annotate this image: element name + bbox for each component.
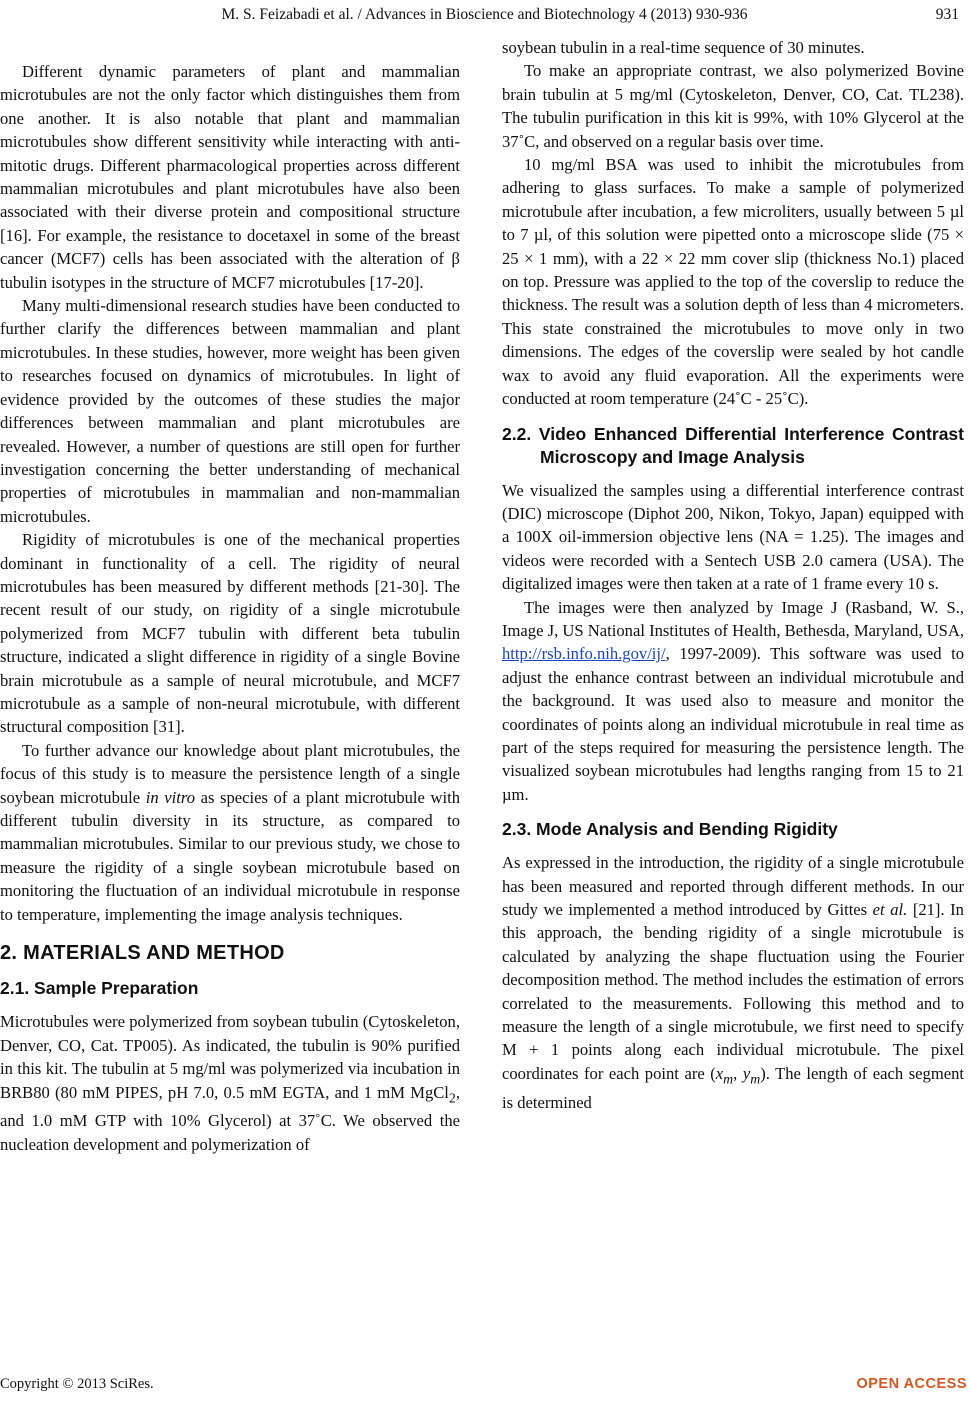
paragraph: To make an appropriate contrast, we also polymerized Bovine brain tubulin at 5 mg/ml (Cytoskeleton, Denver, CO, Cat. TL238). The tubulin purification in this kit is 99%, with 10% Glycerol at the 37˚C, and observed on a regular basis over time. [502,61,964,151]
paragraph: Rigidity of microtubules is one of the mechanical properties dominant in functionality of a cell. The rigidity of neural microtubules has been measured by different methods [21-30]. The recent result of our study, on rigidity of a single microtubule polymerized from MCF7 tubulin with different beta tubulin structure, indicated a slight difference in rigidity of a single Bovine brain microtubule as a sample of neural microtubule, and MCF7 microtubule as a sample of non-neural microtubule, with different structural composition [31]. [0,530,460,737]
right-column [502,36,964,1114]
subsection-heading: 2.3. Mode Analysis and Bending Rigidity [502,819,838,840]
paragraph: soybean tubulin in a real-time sequence of 30 minutes. [502,38,865,57]
paragraph: As expressed in the introduction, the rigidity of a single microtubule has been measured and reported through different methods. In our study we implemented a method introduced by Gittes et al. [21]. In this approach, the bending rigidity of a single microtubule is calculated by analyzing the shape fluctuation using the Fourier decomposition method. The method includes the estimation of errors correlated to the measurements. Following this method and to measure the length of a single microtubule, we first need to specify M + 1 points along each individual microtubule. The pixel coordinates for each point are ($x_m$, $y_m$). The length of each segment is determined [502,853,965,1112]
paragraph: Different dynamic parameters of plant and mammalian microtubules are not the only factor which distinguishes them from one another. It is also notable that plant and mammalian microtubules show different sensitivity while interacting with anti-mitotic drugs. Different pharmacological properties across different mammalian microtubules and plant microtubules have also been associated with their diverse protein and compositional structure [16]. For example, the resistance to docetaxel in some of the breast cancer (MCF7) cells has been associated with the alteration of β tubulin isotypes in the structure of MCF7 microtubules [17-20]. [0,62,460,292]
subsection-heading: 2.1. Sample Preparation [0,978,199,999]
open-access-label: OPEN ACCESS [856,1376,967,1392]
left-column [0,60,460,1156]
paragraph: 10 mg/ml BSA was used to inhibit the microtubules from adhering to glass surfaces. To make a sample of polymerized microtubule after incubation, a few microliters, usually between 5 µl to 7 µl, of this solution were pipetted onto a microscope slide (75 × 25 × 1 mm), with a 22 × 22 mm cover slip (thickness No.1) placed on top. Pressure was applied to the top of the coverslip to reduce the thickness. The result was a solution depth of less than 4 micrometers. This state constrained the microtubules to move only in two dimensions. The edges of the coverslip were sealed by hot candle wax to avoid any fluid evaporation. All the experiments were conducted at room temperature (24˚C - 25˚C). [502,155,964,409]
paragraph: Microtubules were polymerized from soybean tubulin (Cytoskeleton, Denver, CO, Cat. TP005). As indicated, the tubulin is 90% purified in this kit. The tubulin at 5 mg/ml was polymerized via incubation in BRB80 (80 mM PIPES, pH 7.0, 0.5 mM EGTA, and 1 mM MgCl$_2$, and 1.0 mM GTP with 10% Glycerol) at 37˚C. We observed the nucleation development and polymerization of [0,1012,460,1154]
imagej-link[interactable]: http://rsb.info.nih.gov/ij/ [502,644,666,664]
page-number: 931 [935,6,959,23]
page-header [0,6,969,32]
copyright-notice: Copyright © 2013 SciRes. [0,1376,154,1392]
running-title: M. S. Feizabadi et al. / Advances in Bioscience and Biotechnology 4 (2013) 930-936 [221,6,748,23]
paragraph: We visualized the samples using a differential interference contrast (DIC) microscope (Diphot 200, Nikon, Tokyo, Japan) equipped with a 100X oil-immersion objective lens (NA = 1.25). The images and videos were recorded with a Sentech USB 2.0 camera (USA). The digitalized images were then taken at a rate of 1 frame every 10 s. [502,480,964,594]
italic-term: in vitro [145,787,195,807]
subsection-heading: 2.2. Video Enhanced Differential Interference Contrast Microscopy and Image Analysis [502,423,964,467]
paragraph: To further advance our knowledge about plant microtubules, the focus of this study is to measure the persistence length of a single soybean microtubule in vitro as species of a plant microtubule with different tubulin diversity in its structure, as compared to mammalian microtubules. Similar to our previous study, we chose to measure the rigidity of a single soybean microtubule based on monitoring the fluctuation of an individual microtubule in response to temperature, implementing the image analysis techniques. [0,740,460,924]
page-footer [0,1376,969,1406]
section-heading: 2. MATERIALS AND METHOD [0,942,285,965]
paragraph: Many multi-dimensional research studies have been conducted to further clarify the differences between mammalian and plant microtubules. In these studies, however, more weight has been given to researches focused on dynamics of microtubules. In light of evidence provided by the outcomes of these studies the major differences between mammalian and plant microtubules are revealed. However, a number of questions are still open for further investigation concerning the better understanding of mechanical properties of microtubules in mammalian and non-mammalian microtubules. [0,296,460,526]
paragraph: The images were then analyzed by Image J (Rasband, W. S., Image J, US National Institutes of Health, Bethesda, Maryland, USA, http://rsb.info.nih.gov/ij/, 1997-2009). This software was used to adjust the enhance contrast between an individual microtubule and the background. It was used also to measure and monitor the coordinates of points along an individual microtubule in real time as part of the steps required for measuring the persistence length. The visualized soybean microtubules had lengths ranging from 15 to 21 µm. [502,597,964,804]
